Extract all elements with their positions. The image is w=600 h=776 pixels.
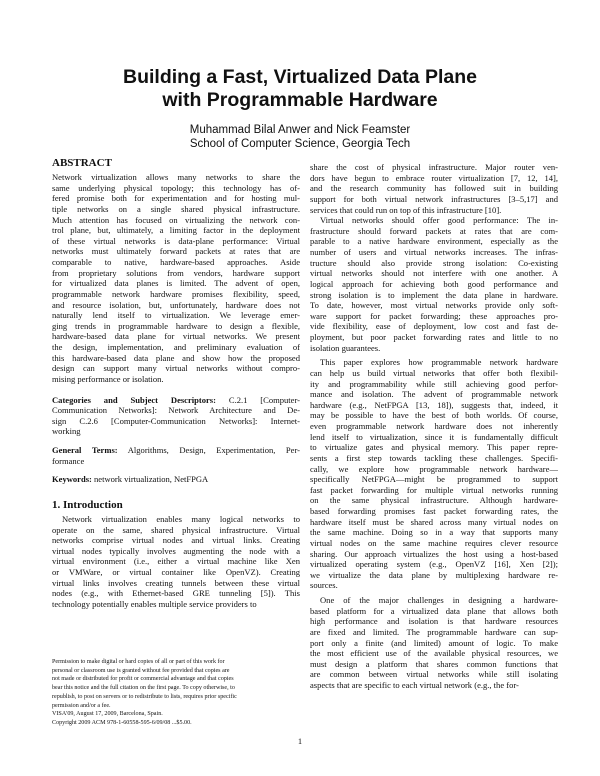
text-line: Permission to make digital or hard copies of all or part of this work for [52, 659, 225, 665]
text-line: hardware-based data plane for virtual networks. We present [52, 331, 300, 342]
keywords-label: Keywords: [52, 474, 92, 485]
right-column [310, 162, 558, 691]
text-line: mising performance or isolation. [52, 373, 164, 384]
text-line: same underlying physical topology; this technology has of- [52, 182, 300, 193]
text-line: based forwarding promises fast packet forwarding rates, the [310, 506, 558, 516]
text-line: fast packet forwarding for multiple virtual networks running [310, 484, 558, 495]
text-line: bear this notice and the full citation on the first page. To copy otherwise, to [52, 685, 235, 692]
text-line: comparable to native, hardware-based approaches. Aside [52, 257, 300, 267]
text-line: design can support many virtual networks without compro- [52, 363, 300, 374]
text-line: sents a first step towards tackling these challenges. Specifi- [310, 452, 558, 463]
text-line: Communication Networks]: Network Architecture and De- [52, 405, 300, 416]
text-line: hardware (e.g., NetFPGA [13, 18]), suggests that, indeed, it [310, 399, 558, 410]
text-line: Virtual networks should offer good performance: The in- [320, 215, 558, 226]
text-line: sign C.2.6 [Computer-Communication Networks]: Internet- [52, 415, 300, 426]
text-line: this hardware-based data plane and show how the proposed [52, 352, 300, 363]
abstract-body [52, 172, 300, 385]
text-line: ity and programmability while still achieving good perfor- [310, 378, 558, 389]
text-line: virtual nodes on the same machine requires clever resource [310, 537, 558, 548]
title-line: Building a Fast, Virtualized Data Plane [123, 66, 477, 88]
categories-label: Categories and Subject Descriptors: [52, 394, 216, 405]
paragraph [310, 215, 558, 353]
text-line: not made or distributed for profit or commercial advantage and that copies [52, 676, 234, 683]
text-line: specifically NetFPGA—might be programmed to support [310, 474, 558, 485]
text-line: and the research community has followed suit in building [310, 183, 558, 194]
title-line: with Programmable Hardware [162, 89, 438, 111]
text-line: strong isolation is to implement the data plane in hardware. [310, 289, 558, 300]
text-line: must design a platform that shares common functions that [310, 658, 558, 669]
text-line: working [52, 426, 81, 437]
text-line: for virtualized data planes is limited. The advent of open, [52, 278, 300, 289]
text-line: parable to a native hardware environment, especially as the [310, 236, 558, 247]
text-line: Copyright 2009 ACM 978-1-60558-595-6/09/08 ...$5.00. [52, 719, 192, 726]
text-line: tructure should also provide strong isolation: Co-existing [310, 257, 558, 268]
text-line: To date, however, most virtual networks provide only soft- [310, 300, 558, 311]
text-line: number of users and virtual networks increases. The infras- [310, 247, 558, 257]
text-line: VISA'09, August 17, 2009, Barcelona, Spain. [52, 711, 163, 718]
text-line: the design, implementation, and preliminary evaluation of [52, 342, 300, 352]
introduction-body [52, 514, 300, 610]
author-block [50, 123, 550, 151]
text-line: One of the major challenges in designing a hardware- [320, 595, 558, 605]
text-line: virtual networks should not interfere with one another. A [310, 268, 558, 279]
text-line: personal or classroom use is granted without fee provided that copies are [52, 667, 230, 674]
text-line: networks must ultimately forward packets at rates that are [52, 246, 300, 257]
text-line: aspects that are specific to each virtual network (e.g., the for- [310, 680, 519, 690]
text-line: lend itself to virtualization, since it is fundamentally difficult [310, 431, 558, 442]
general-terms-text: Algorithms, Design, Experimentation, Per- [127, 445, 300, 455]
general-terms-section [52, 445, 300, 466]
text-line: can help us build virtual networks that offer both flexibil- [310, 367, 558, 378]
text-line: ging trends in programmable hardware to design a flexible, [52, 320, 300, 331]
text-line: port only a finite (and limited) amount of logic. To make [310, 637, 558, 648]
text-line: formance [52, 455, 85, 466]
text-line: cally, we explore how programmable network hardware— [310, 463, 558, 474]
text-line: virtualized operating system (e.g., OpenVZ [16], Xen [2]); [310, 559, 558, 570]
text-line: logical approach for achieving both good performance and [310, 278, 558, 289]
text-line: networks comprise virtual nodes and virtual links. Creating [52, 535, 300, 546]
author-names: Muhammad Bilal Anwer and Nick Feamster [189, 124, 411, 136]
text-line: based platform for a virtualized data plane that allows both [310, 605, 558, 616]
text-line: support for both virtual network infrastructures [3–5,17] and [310, 193, 558, 204]
text-line: Much attention has focused on virtualizing the network con- [52, 214, 300, 225]
text-line: of these virtual networks is data-plane performance: Virtual [52, 235, 300, 246]
text-line: sharing. Our approach virtualizes the host using a host-based [310, 548, 558, 559]
text-line: republish, to post on servers or to redistribute to lists, requires prior specific [52, 693, 237, 700]
text-line: or VMWare, or virtual container like OpenVZ). Creating [52, 567, 300, 577]
text-line: ployment, but poor packet forwarding rates and little to no [310, 332, 558, 342]
keywords-line [52, 474, 300, 485]
text-line: programmable network hardware promises flexibility, speed, [52, 288, 300, 299]
text-line: may be possible to have the best of both worlds. Of course, [310, 410, 558, 421]
text-line: and resource isolation, but, unfortunately, hardware does not [52, 299, 300, 310]
text-line: the most efficient use of the available physical resources, we [310, 648, 558, 659]
text-line: mance and isolation. The advent of programmable network [310, 389, 558, 400]
text-line: isolation guarantees. [310, 342, 381, 353]
text-line: services that could run on top of this infrastructure [10]. [310, 204, 502, 215]
text-line: share the cost of physical infrastructure. Major router ven- [310, 162, 558, 172]
general-terms-label: General Terms: [52, 445, 118, 455]
paper-title [50, 66, 550, 112]
text-line: operate on the same, shared physical infrastructure. Virtual [52, 524, 300, 535]
text-line: trol plane, but, ultimately, a limiting factor in the deployment [52, 225, 300, 236]
text-line: frastructure should forward packets at rates that are com- [310, 225, 558, 236]
text-line: hardware itself must be shared across many virtual nodes on [310, 516, 558, 527]
text-line: technology potentially enables multiple service providers to [52, 598, 257, 609]
text-line: ware support for packet forwarding; these approaches pro- [310, 310, 558, 321]
text-line [52, 445, 300, 456]
author-affiliation: School of Computer Science, Georgia Tech [189, 138, 411, 150]
introduction-heading: 1. Introduction [52, 498, 123, 511]
text-line: are common between virtual networks while still isolating [310, 669, 558, 680]
text-line [52, 395, 300, 406]
text-line: Network virtualization allows many networks to share the [52, 172, 300, 182]
paragraph [310, 357, 558, 591]
text-line: Network virtualization enables many logical networks to [62, 513, 300, 524]
paragraph [310, 162, 558, 215]
text-line: the same machine. Doing so in a way that supports many [310, 527, 558, 538]
text-line: even programmable network hardware does not inherently [310, 421, 558, 431]
text-line: permission and/or a fee. [52, 702, 111, 709]
text-line: sources. [310, 580, 338, 591]
text-line: virtual links involves creating tunnels between these virtual [52, 577, 300, 588]
text-line: to virtualize gates and physical memory. This paper repre- [310, 442, 558, 453]
text-line: on the same physical infrastructure. Although hardware- [310, 495, 558, 506]
text-line: vide flexibility, ease of deployment, low cost and fast de- [310, 321, 558, 332]
text-line: we virtualize the data plane by multiplexing hardware re- [310, 569, 558, 580]
text-line: virtual environment (i.e., either a virtual machine like Xen [52, 556, 300, 567]
text-line: are fixed and limited. The programmable hardware can sup- [310, 626, 558, 637]
text-line: tiple networks on a single shared physical infrastructure. [52, 203, 300, 214]
text-line: nodes (e.g., with Ethernet-based GRE tunneling [5]). This [52, 588, 300, 599]
text-line: high performance and isolation is that hardware resources [310, 616, 558, 627]
text-line: from proprietary solutions from vendors, hardware support [52, 267, 300, 278]
text-line: This paper explores how programmable network hardware [320, 357, 558, 368]
text-line: dors have begun to embrace router virtualization [7, 12, 14], [310, 172, 558, 183]
text-line: fered promise both for experimentation and for hosting mul- [52, 193, 300, 204]
text-line: virtual nodes typically involves augmenting the node with a [52, 545, 300, 556]
text-line: naturally lend itself to virtualization. We leverage emer- [52, 310, 300, 321]
keywords-text: network virtualization, NetFPGA [94, 474, 209, 485]
categories-section [52, 395, 300, 438]
abstract-heading: ABSTRACT [52, 157, 112, 169]
paragraph [310, 595, 558, 691]
left-column [52, 156, 300, 610]
page-number: 1 [297, 736, 303, 746]
categories-text: C.2.1 [Computer- [228, 394, 300, 405]
copyright-notice [52, 658, 300, 728]
